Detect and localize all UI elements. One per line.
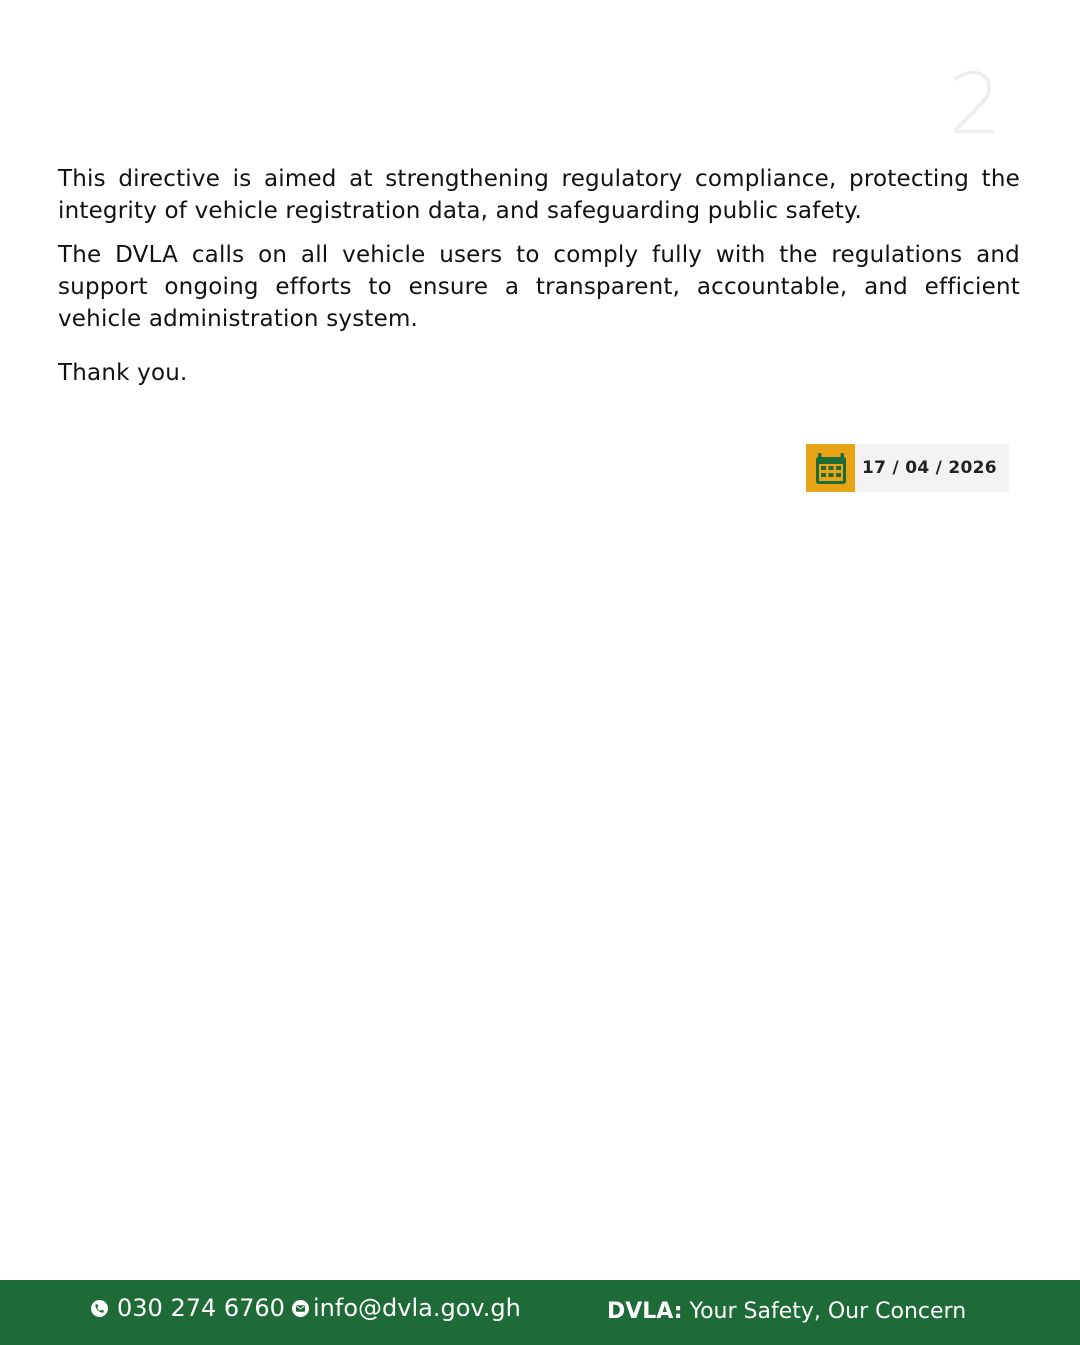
brand-name: DVLA: — [607, 1299, 683, 1324]
date-value: 17 / 04 / 2026 — [862, 458, 997, 478]
phone-number: 030 274 6760 — [117, 1294, 285, 1322]
page-number: 2 — [948, 55, 1002, 153]
calendar-icon — [806, 444, 855, 492]
body-paragraph: This directive is aimed at strengthening regulatory compliance, protecting the integrity of vehicle registration data, and safeguarding public safety. — [58, 166, 1020, 224]
document-body — [58, 163, 1020, 401]
body-paragraph: The DVLA calls on all vehicle users to comply fully with the regulations and support ongoing efforts to ensure a transparent, accountable, and efficient vehicle administration system. — [58, 242, 1020, 332]
slogan-text: Your Safety, Our Concern — [689, 1299, 967, 1324]
phone-icon — [91, 1300, 108, 1317]
footer-email[interactable] — [292, 1294, 521, 1322]
closing-text: Thank you. — [58, 360, 188, 386]
date-stamp — [806, 444, 1009, 492]
footer-slogan — [607, 1299, 966, 1324]
email-address: info@dvla.gov.gh — [313, 1294, 521, 1322]
mail-icon — [292, 1300, 309, 1317]
footer-bar — [0, 1280, 1080, 1345]
footer-phone[interactable] — [91, 1294, 285, 1322]
